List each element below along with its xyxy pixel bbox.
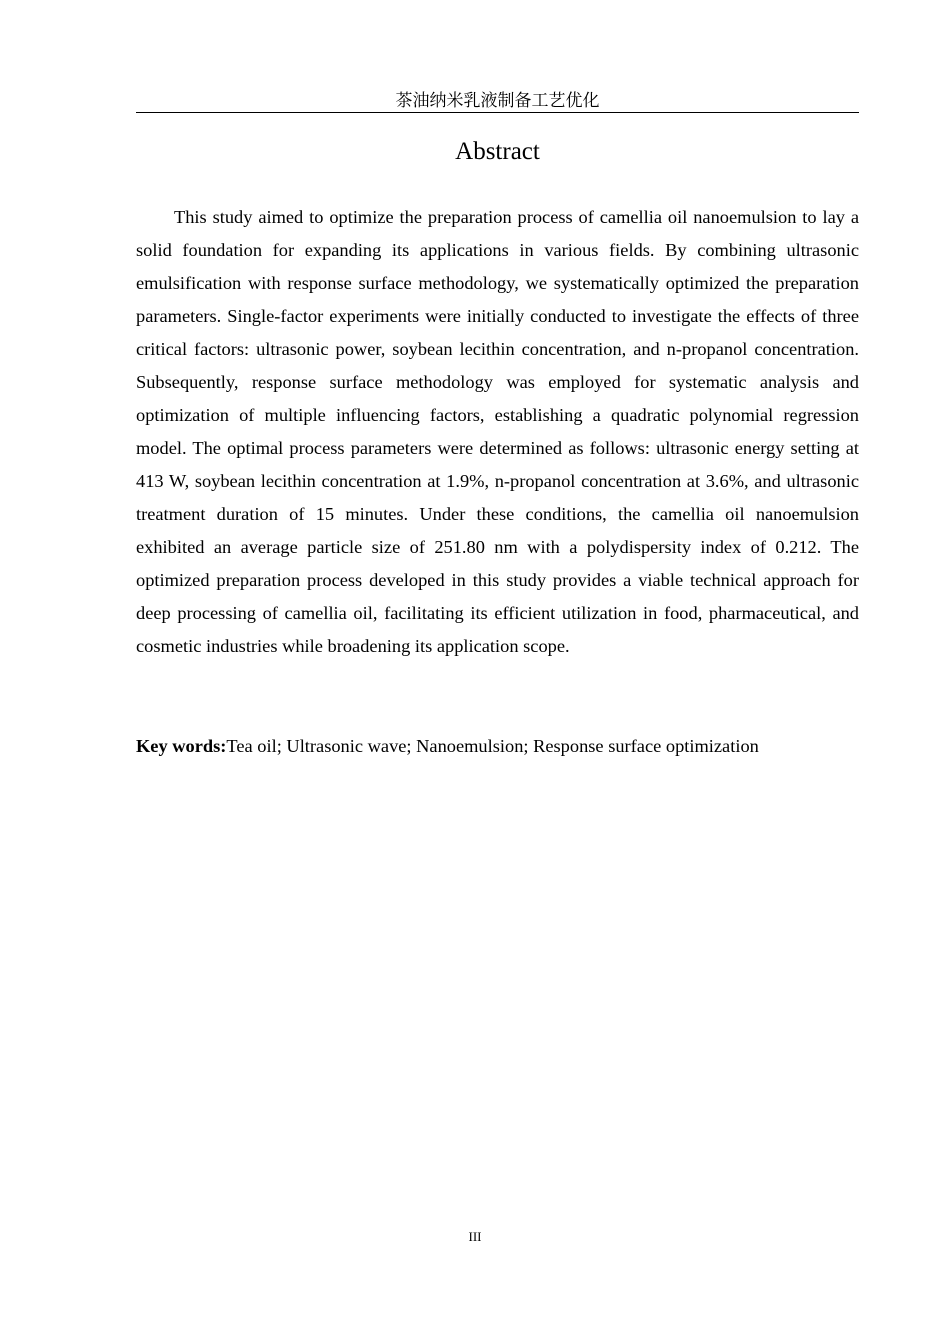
keywords-line [136, 730, 859, 763]
page-number: III [468, 1229, 482, 1244]
keywords-text: Tea oil; Ultrasonic wave; Nanoemulsion; Response surface optimization [226, 736, 759, 756]
abstract-heading: Abstract [455, 138, 540, 165]
running-header: 茶油纳米乳液制备工艺优化 [136, 90, 859, 113]
keywords-label: Key words: [136, 736, 227, 756]
abstract-body: This study aimed to optimize the preparation process of camellia oil nanoemulsion to lay a solid foundation for expanding its applications in various fields. By combining ultrasonic emulsification with response surface methodology, we systematically optimized the preparation parameters. Single-factor experiments were initially conducted to investigate the effects of three critical factors: ultrasonic power, soybean lecithin concentration, and n-propanol concentration. Subsequently, response surface methodology was employed for systematic analysis and optimization of multiple influencing factors, establishing a quadratic polynomial regression model. The optimal process parameters were determined as follows: ultrasonic energy setting at 413 W, soybean lecithin concentration at 1.9%, n-propanol concentration at 3.6%, and ultrasonic treatment duration of 15 minutes. Under these conditions, the camellia oil nanoemulsion exhibited an average particle size of 251.80 nm with a polydispersity index of 0.212. The optimized preparation process developed in this study provides a viable technical approach for deep processing of camellia oil, facilitating its efficient utilization in food, pharmaceutical, and cosmetic industries while broadening its application scope. [136, 207, 859, 656]
